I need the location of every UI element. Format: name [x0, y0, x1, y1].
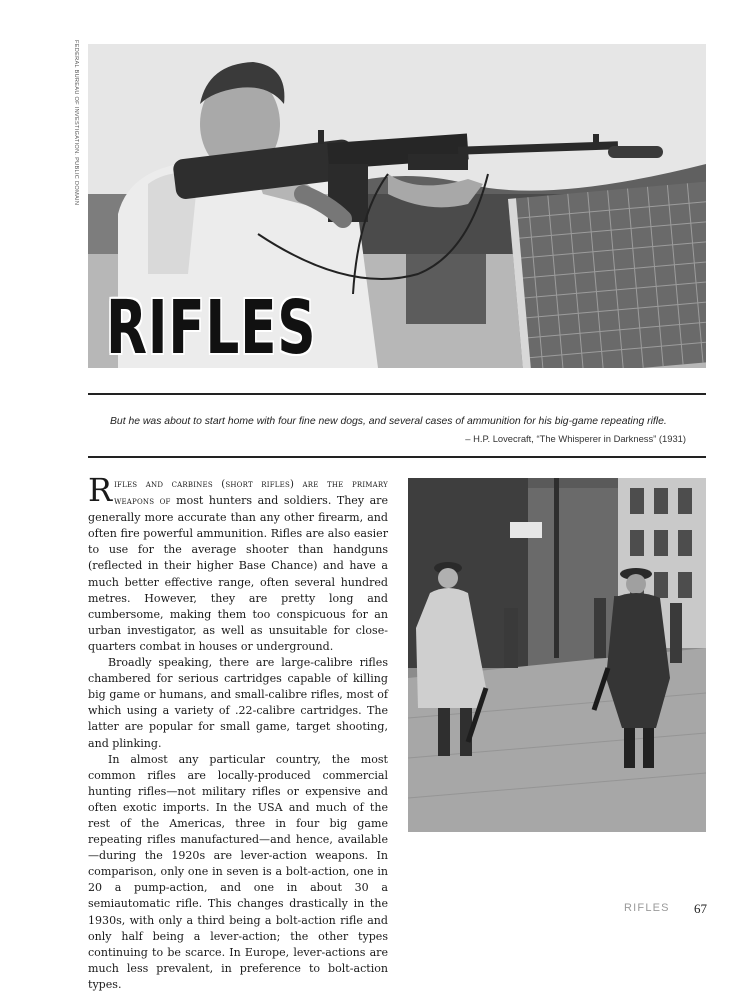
footer-section-name: RIFLES: [624, 902, 670, 914]
divider-top: [88, 393, 706, 395]
drop-cap: R: [88, 471, 113, 509]
section-title: RIFLES: [106, 285, 317, 371]
photo-credit: FEDERAL BUREAU OF INVESTIGATION. PUBLIC DOMAIN: [73, 40, 79, 206]
paragraph-1-text: most hunters and soldiers. They are generally more accurate than any other firearm, and often fire powerful ammunition. Rifles are also easier to use for the average shooter than handguns (reflected in their higher Base Chance) and have a much better effective range, often several hundred metres. However, they are pretty long and cumbersome, making them too conspicuous for an urban investigator, as well as unsuitable for close-quarters combat in houses or underground.: [88, 494, 388, 653]
paragraph-2: Broadly speaking, there are large-calibre rifles chambered for serious cartridges capable of killing big game or humans, and small-calibre rifles, most of which using a variety of .22-calibre cartridges. The latter are popular for small game, target shooting, and plinking.: [88, 656, 388, 750]
divider-bottom: [88, 456, 706, 458]
street-photo-illustration: [408, 478, 706, 832]
lead-smallcaps: ifles and carbines (short rifles) are the primary weapons of: [114, 479, 388, 508]
epigraph-source: – H.P. Lovecraft, “The Whisperer in Darkness” (1931): [465, 433, 686, 444]
paragraph-3: In almost any particular country, the most common rifles are locally-produced commercial hunting rifles—not military rifles or expensive and often exotic imports. In the USA and much of the rest of the Americas, three in four big game repeating rifles manufactured—and hence, available—during the 1920s are lever-action weapons. In comparison, only one in seven is a bolt-action, one in 20 a pump-action, and one in about 30 a semiautomatic rifle. This changes drastically in the 1930s, with only a third being a bolt-action rifle and only half being a lever-action; the other types continuing to be scarce. In Europe, lever-actions are much less prevalent, in preference to bolt-action types.: [88, 752, 388, 991]
body-text: [88, 471, 388, 993]
paragraph-1: [88, 471, 388, 655]
page-number: 67: [694, 901, 707, 916]
street-photo-gunmen: [408, 478, 706, 832]
epigraph-quote: But he was about to start home with four fine new dogs, and several cases of ammunition for his big-game repeating rifle.: [110, 416, 667, 427]
